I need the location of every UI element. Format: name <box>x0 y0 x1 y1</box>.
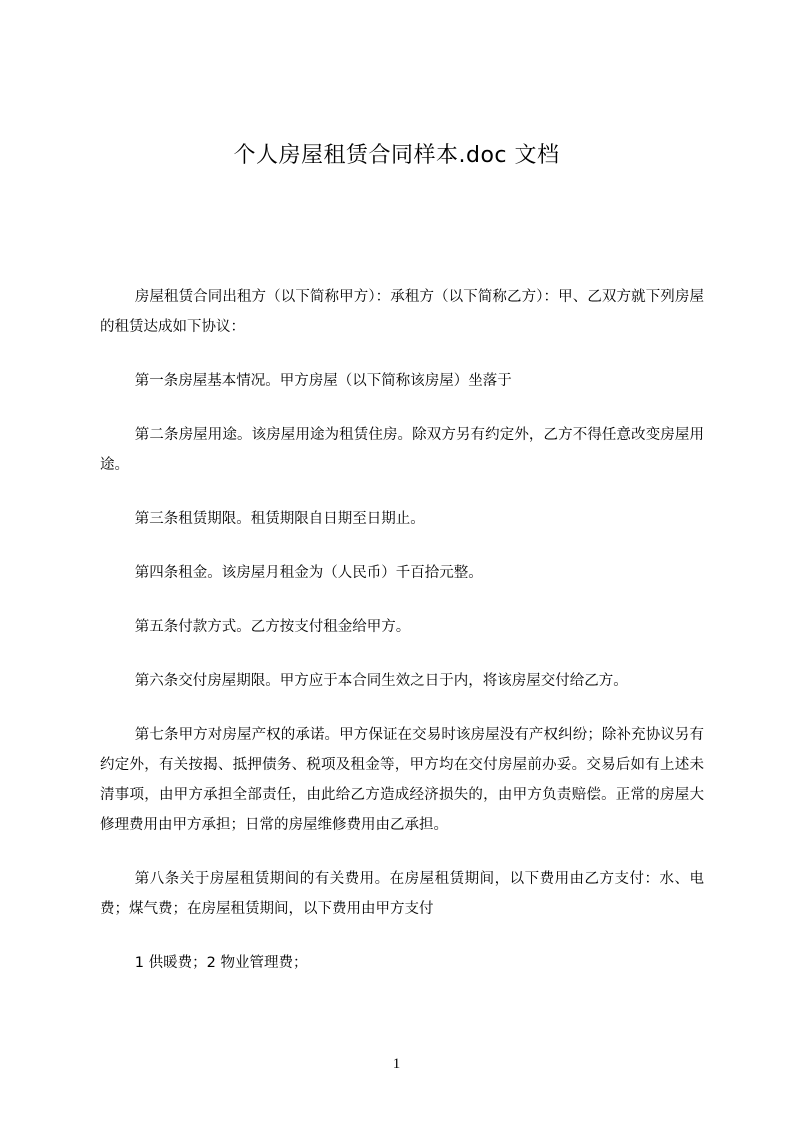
paragraph-article-1: 第一条房屋基本情况。甲方房屋（以下简称该房屋）坐落于 <box>134 373 512 389</box>
paragraph-article-5: 第五条付款方式。乙方按支付租金给甲方。 <box>134 619 411 635</box>
paragraph-fee-list: 1 供暖费；2 物业管理费； <box>134 955 308 971</box>
paragraph-article-6: 第六条交付房屋期限。甲方应于本合同生效之日于内，将该房屋交付给乙方。 <box>134 673 628 689</box>
paragraph-article-7: 第七条甲方对房屋产权的承诺。甲方保证在交易时该房屋没有产权纠纷；除补充协议另有约定外，有关按揭、抵押债务、税项及租金等，甲方均在交付房屋前办妥。交易后如有上述未清事项，由甲方承担全部责任，由此给乙方造成经济损失的，由甲方负责赔偿。正常的房屋大修理费用由甲方承担；日常的房屋维修费用由乙承担。 <box>100 727 704 833</box>
document-body <box>100 282 704 1002</box>
paragraph-article-4: 第四条租金。该房屋月租金为（人民币）千百拾元整。 <box>134 565 483 581</box>
page-number: 1 <box>392 1056 401 1072</box>
paragraph-preamble: 房屋租赁合同出租方（以下简称甲方）：承租方（以下简称乙方）：甲、乙双方就下列房屋的租赁达成如下协议： <box>100 289 704 335</box>
paragraph-article-3: 第三条租赁期限。租赁期限自日期至日期止。 <box>134 511 425 527</box>
paragraph-article-2: 第二条房屋用途。该房屋用途为租赁住房。除双方另有约定外，乙方不得任意改变房屋用途。 <box>100 427 704 473</box>
paragraph-article-8: 第八条关于房屋租赁期间的有关费用。在房屋租赁期间，以下费用由乙方支付：水、电费；煤气费；在房屋租赁期间，以下费用由甲方支付 <box>100 871 704 917</box>
document-title: 个人房屋租赁合同样本.doc 文档 <box>233 143 560 168</box>
